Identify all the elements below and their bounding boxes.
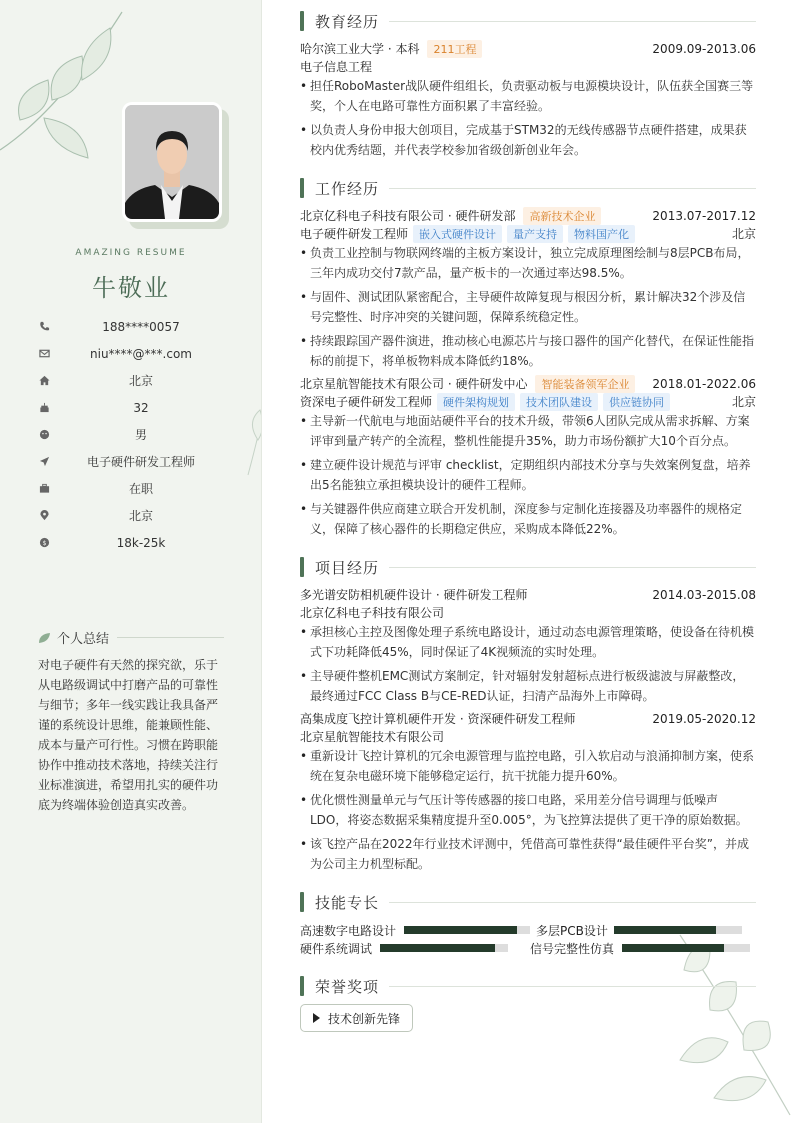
section-title: 教育经历 [315, 12, 380, 31]
info-text: 18k-25k [116, 535, 166, 550]
summary-title: 个人总结 [57, 632, 110, 647]
phone-icon [38, 321, 50, 333]
company-name: 北京亿科电子科技有限公司 · 硬件研发部 [300, 209, 516, 223]
job-bullet: • 与关键器件供应商建立联合开发机制，深度参与定制化连接器及功率器件的规格定义，保障了核心器件的长期稳定供应，采购成本降低22%。 [300, 499, 756, 539]
info-text: 北京 [128, 374, 153, 388]
gender-icon [38, 429, 50, 441]
skill-bar-fill [380, 944, 495, 952]
skill-bar-fill [404, 926, 517, 934]
section-marker [300, 557, 304, 577]
job-bullet: • 负责工业控制与物联网终端的主板方案设计，独立完成原理图绘制与8层PCB布局，三年内成功交付7款产品，量产板卡的一次通过率达98.5%。 [300, 243, 756, 283]
mail-icon [38, 348, 50, 360]
summary-heading [38, 628, 224, 647]
project-bullet: • 重新设计飞控计算机的冗余电源管理与监控电路，引入软启动与浪涌抑制方案，使系统在复杂电磁环境下能够稳定运行，抗干扰能力提升60%。 [300, 746, 756, 786]
divider [389, 21, 756, 22]
section-marker [300, 178, 304, 198]
info-row-age [38, 394, 228, 421]
project-header [300, 586, 756, 603]
project-dates: 2019.05-2020.12 [652, 711, 756, 726]
project-bullet: • 主导硬件整机EMC测试方案制定，针对辐射发射超标点进行板级滤波与屏蔽整改，最终通过FCC Class B与CE-RED认证，扫清产品海外上市障碍。 [300, 666, 756, 706]
info-text: 男 [134, 428, 147, 442]
job-dates: 2018.01-2022.06 [652, 376, 756, 391]
skill-tag: 供应链协同 [603, 393, 670, 411]
job-role-line [300, 225, 756, 242]
leaf-icon [38, 632, 51, 644]
divider [389, 986, 756, 987]
skill-bar [380, 944, 508, 952]
play-icon [313, 1013, 320, 1023]
section-title: 荣誉奖项 [315, 977, 380, 996]
project-company: 北京亿科电子科技有限公司 [300, 606, 445, 620]
leaf-branch-decoration [670, 930, 794, 1123]
section-marker [300, 892, 304, 912]
project-company-line [300, 728, 756, 745]
job-role: 电子硬件研发工程师 [300, 227, 409, 241]
project-bullet: • 优化惯性测量单元与气压计等传感器的接口电路，采用差分信号调理与低噪声 LDO，将姿态数据采集精度提升至0.005°，为飞控算法提供了更干净的原始数据。 [300, 790, 756, 830]
school-name: 哈尔滨工业大学 · 本科 [300, 42, 420, 56]
job-header [300, 207, 756, 224]
skills-section-heading [300, 892, 756, 912]
skill-name: 高速数字电路设计 [300, 924, 397, 938]
job-city: 北京 [731, 227, 756, 241]
skill-tag: 硬件架构规划 [437, 393, 515, 411]
info-row-position [38, 448, 228, 475]
section-marker [300, 976, 304, 996]
education-bullet: • 以负责人身份申报大创项目，完成基于STM32的无线传感器节点硬件搭建，成果获校内优秀结题，并代表学校参加省级创新创业年会。 [300, 120, 756, 160]
job-bullet: • 与固件、测试团队紧密配合，主导硬件故障复现与根因分析，累计解决32个涉及信号完整性、时序冲突的关键问题，保障系统稳定性。 [300, 287, 756, 327]
candidate-name: 牛敬业 [92, 274, 170, 302]
job-dates: 2013.07-2017.12 [652, 208, 756, 223]
contact-info-list [38, 313, 228, 556]
projects-section-heading [300, 557, 756, 577]
skill-tag: 技术团队建设 [520, 393, 598, 411]
avatar-photo [122, 102, 222, 222]
info-row-gender [38, 421, 228, 448]
send-icon [38, 456, 50, 468]
info-text: 32 [133, 400, 149, 415]
education-major [300, 58, 756, 75]
education-dates: 2009.09-2013.06 [652, 41, 756, 56]
job-header [300, 375, 756, 392]
skill-bar [404, 926, 530, 934]
skill-bar [614, 926, 742, 934]
divider [389, 188, 756, 189]
award-badge [300, 1004, 413, 1032]
education-section-heading [300, 11, 756, 31]
section-title: 项目经历 [315, 558, 380, 577]
job-bullet: • 主导新一代航电与地面站硬件平台的技术升级，带领6人团队完成从需求拆解、方案评审到量产转产的全流程，整机性能提升35%，助力市场份额扩大10个百分点。 [300, 411, 756, 451]
project-company: 北京星航智能技术有限公司 [300, 730, 445, 744]
major-name: 电子信息工程 [300, 60, 373, 74]
job-role-line [300, 393, 756, 410]
home-icon [38, 375, 50, 387]
salary-icon [38, 537, 50, 549]
project-bullet: • 该飞控产品在2022年行业技术评测中，凭借高可靠性获得“最佳硬件平台奖”，并成为公司主力机型标配。 [300, 834, 756, 874]
project-dates: 2014.03-2015.08 [652, 587, 756, 602]
skill-name: 硬件系统调试 [300, 942, 373, 956]
divider [117, 637, 224, 638]
job-city: 北京 [731, 395, 756, 409]
location-icon [38, 510, 50, 522]
cake-icon [38, 402, 50, 414]
company-tag: 智能装备领军企业 [535, 375, 635, 393]
job-role: 资深电子硬件研发工程师 [300, 395, 433, 409]
work-section-heading [300, 178, 756, 198]
leaf-branch-decoration [238, 370, 262, 480]
leaf-branch-decoration [0, 0, 140, 170]
info-row-city [38, 367, 228, 394]
sidebar [0, 0, 262, 1123]
info-text: 188****0057 [102, 319, 180, 334]
info-text: niu****@***.com [90, 346, 192, 361]
company-name: 北京星航智能技术有限公司 · 硬件研发中心 [300, 377, 528, 391]
skill-bar-fill [622, 944, 724, 952]
section-marker [300, 11, 304, 31]
divider [389, 567, 756, 568]
school-tag: 211工程 [427, 40, 482, 58]
project-name: 高集成度飞控计算机硬件开发 · 资深硬件研发工程师 [300, 712, 576, 726]
education-header [300, 40, 756, 57]
info-row-salary [38, 529, 228, 556]
skill-name: 信号完整性仿真 [530, 942, 615, 956]
skill-name: 多层PCB设计 [536, 924, 608, 938]
education-bullet: • 担任RoboMaster战队硬件组组长，负责驱动板与电源模块设计，队伍获全国赛三等奖，个人在电路可靠性方面积累了丰富经验。 [300, 76, 756, 116]
info-row-status [38, 475, 228, 502]
info-row-email [38, 340, 228, 367]
section-title: 工作经历 [315, 179, 380, 198]
skill-tag: 物料国产化 [568, 225, 635, 243]
skill-tag: 嵌入式硬件设计 [413, 225, 502, 243]
divider [389, 902, 756, 903]
info-row-phone [38, 313, 228, 340]
job-bullet: • 建立硬件设计规范与评审 checklist，定期组织内部技术分享与失效案例复盘，培养出5名能独立承担模块设计的硬件工程师。 [300, 455, 756, 495]
project-name: 多光谱安防相机硬件设计 · 硬件研发工程师 [300, 588, 528, 602]
summary-text: 对电子硬件有天然的探究欲，乐于从电路级调试中打磨产品的可靠性与细节；多年一线实践让我具备严谨的系统设计思维，能兼顾性能、成本与量产可行性。习惯在跨职能协作中推动技术落地，持续关注行业标准演进，希望用扎实的硬件功底为终端体验创造真实改善。 [38, 658, 219, 812]
award-name: 技术创新先锋 [328, 1011, 401, 1026]
awards-section-heading [300, 976, 756, 996]
project-bullet: • 承担核心主控及图像处理子系统电路设计，通过动态电源管理策略，使设备在待机模式下功耗降低45%，同时保证了4K视频流的实时处理。 [300, 622, 756, 662]
resume-tagline: AMAZING RESUME [75, 248, 187, 258]
skill-bar [622, 944, 750, 952]
skill-tag: 量产支持 [507, 225, 563, 243]
briefcase-icon [38, 483, 50, 495]
info-text: 电子硬件研发工程师 [86, 455, 195, 469]
info-text: 在职 [128, 482, 153, 496]
job-bullet: • 持续跟踪国产器件演进，推动核心电源芯片与接口器件的国产化替代，在保证性能指标的前提下，将单板物料成本降低约18%。 [300, 331, 756, 371]
skill-bar-fill [614, 926, 716, 934]
svg-text:$: $ [41, 538, 47, 547]
info-row-location [38, 502, 228, 529]
company-tag: 高新技术企业 [523, 207, 601, 225]
project-company-line [300, 604, 756, 621]
info-text: 北京 [128, 509, 153, 523]
project-header [300, 710, 756, 727]
avatar [122, 102, 222, 222]
section-title: 技能专长 [315, 893, 380, 912]
